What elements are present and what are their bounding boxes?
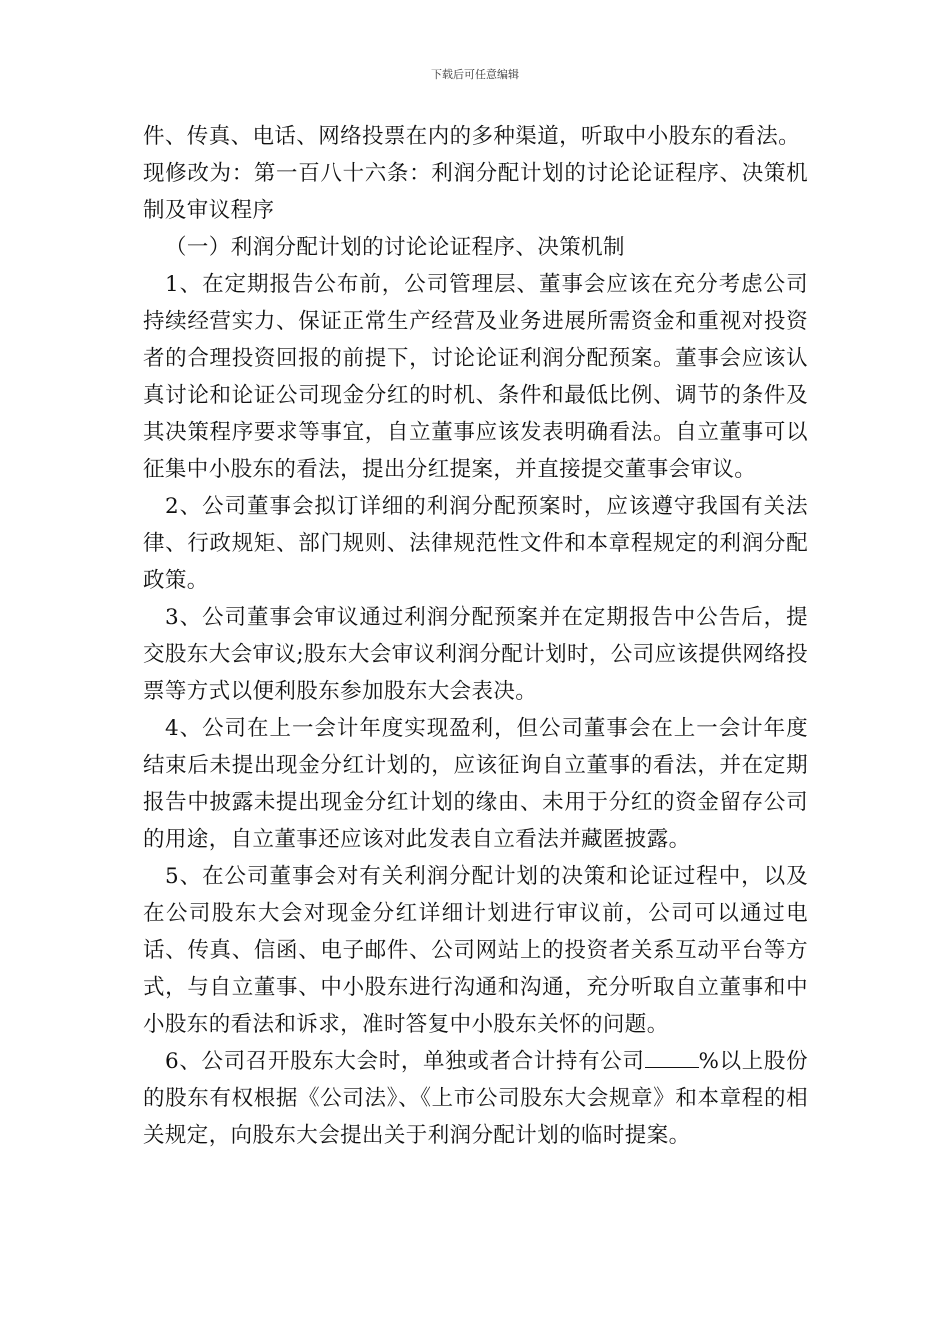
paragraph-continuation: 件、传真、电话、网络投票在内的多种渠道，听取中小股东的看法。 [143,124,801,149]
clause-3: 3、公司董事会审议通过利润分配预案并在定期报告中公告后，提交股东大会审议;股东大会审议利润分配计划时，公司应该提供网络投票等方式以便利股东参加股东大会表决。 [143,605,808,704]
paragraph-amendment-title: 现修改为：第一百八十六条：利润分配计划的讨论论证程序、决策机制及审议程序 [143,161,808,223]
document-body [143,118,808,1154]
page-header: 下载后可任意编辑 [431,68,519,81]
clause-6-text-before: 6、公司召开股东大会时，单独或者合计持有公司 [165,1049,645,1074]
section-heading: （一）利润分配计划的讨论论证程序、决策机制 [165,235,625,260]
clause-6 [143,1043,808,1154]
clause-4: 4、公司在上一会计年度实现盈利，但公司董事会在上一会计年度结束后未提出现金分红计划的，应该征询自立董事的看法，并在定期报告中披露未提出现金分红计划的缘由、未用于分红的资金留存公司的用途，自立董事还应该对此发表自立看法并藏匿披露。 [143,716,808,852]
clause-2: 2、公司董事会拟订详细的利润分配预案时，应该遵守我国有关法律、行政规矩、部门规则、法律规范性文件和本章程规定的利润分配政策。 [143,494,808,593]
clause-1: 1、在定期报告公布前，公司管理层、董事会应该在充分考虑公司持续经营实力、保证正常生产经营及业务进展所需资金和重视对投资者的合理投资回报的前提下，讨论论证利润分配预案。董事会应该认真讨论和论证公司现金分红的时机、条件和最低比例、调节的条件及其决策程序要求等事宜，自立董事应该发表明确看法。自立董事可以征集中小股东的看法，提出分红提案，并直接提交董事会审议。 [143,272,808,482]
clause-6-text-after: %以上股份的股东有权根据《公司法》、《上市公司股东大会规章》和本章程的相关规定，向股东大会提出关于利润分配计划的临时提案。 [143,1049,808,1148]
fill-in-blank [645,1049,699,1068]
clause-5: 5、在公司董事会对有关利润分配计划的决策和论证过程中，以及在公司股东大会对现金分红详细计划进行审议前，公司可以通过电话、传真、信函、电子邮件、公司网站上的投资者关系互动平台等方式，与自立董事、中小股东进行沟通和沟通，充分听取自立董事和中小股东的看法和诉求，准时答复中小股东关怀的问题。 [143,864,808,1037]
